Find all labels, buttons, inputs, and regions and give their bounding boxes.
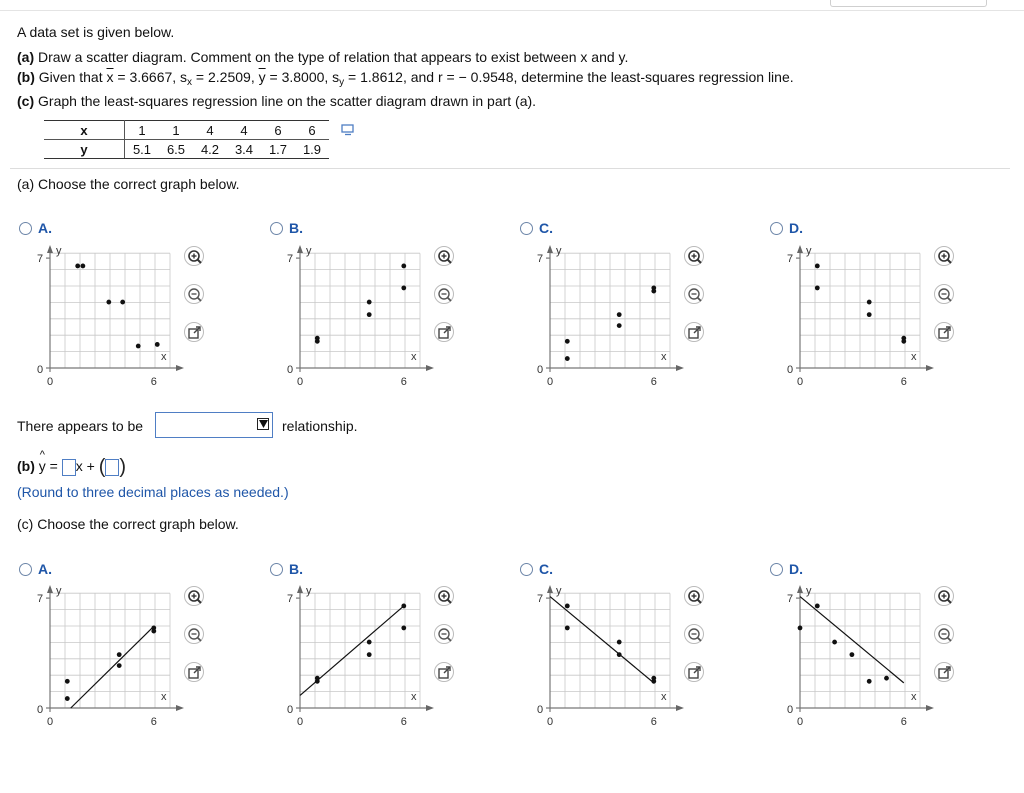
part-c-option-d[interactable]: D. (770, 561, 803, 577)
popout-icon[interactable] (934, 322, 954, 342)
data-point (65, 679, 70, 684)
y-tick-label: 0 (787, 704, 794, 716)
y-axis-arrow (47, 245, 53, 253)
table-cell: 4 (193, 121, 227, 140)
section-divider (10, 168, 1010, 169)
popout-icon[interactable] (184, 322, 204, 342)
y-axis-label: y (306, 245, 312, 257)
table-cell: 1.9 (295, 140, 329, 159)
radio-button[interactable] (770, 222, 783, 235)
x-tick-label: 0 (297, 716, 304, 728)
data-point (315, 679, 320, 684)
data-point (901, 339, 906, 344)
data-point (565, 356, 570, 361)
zoom-out-icon[interactable] (434, 284, 454, 304)
y-tick-label: 0 (537, 704, 544, 716)
zoom-out-icon[interactable] (934, 284, 954, 304)
table-cell: 1 (159, 121, 193, 140)
radio-button[interactable] (19, 222, 32, 235)
y-axis-label: y (806, 585, 812, 597)
part-c-option-c[interactable]: C. (520, 561, 553, 577)
table-y-header: y (44, 140, 125, 159)
data-point (155, 342, 160, 347)
x-axis-arrow (426, 705, 434, 711)
data-point (367, 300, 372, 305)
data-point (651, 679, 656, 684)
x-tick-label: 6 (650, 376, 657, 388)
y-tick-label: 7 (287, 253, 294, 266)
x-axis-label: x (661, 691, 667, 703)
data-point (136, 344, 141, 349)
table-cell: 4.2 (193, 140, 227, 159)
part-a-heading: (a) Choose the correct graph below. (17, 176, 240, 192)
top-control-edge (830, 0, 987, 7)
scatter-graph (780, 245, 930, 388)
data-point (315, 339, 320, 344)
relationship-dropdown[interactable] (155, 412, 273, 438)
data-table (44, 120, 329, 159)
y-tick-label: 7 (537, 253, 544, 266)
x-tick-label: 0 (47, 376, 54, 388)
zoom-in-icon[interactable] (934, 246, 954, 266)
data-point (850, 652, 855, 657)
radio-button[interactable] (270, 563, 283, 576)
radio-button[interactable] (520, 563, 533, 576)
data-point (117, 652, 122, 657)
popout-icon[interactable] (934, 662, 954, 682)
scatter-graph (280, 245, 430, 388)
x-axis-arrow (176, 365, 184, 371)
y-axis-label: y (56, 585, 62, 597)
x-tick-label: 6 (400, 716, 407, 728)
zoom-in-icon[interactable] (184, 246, 204, 266)
zoom-out-icon[interactable] (184, 284, 204, 304)
data-point (565, 339, 570, 344)
data-point (367, 652, 372, 657)
x-tick-label: 0 (797, 716, 804, 728)
x-tick-label: 0 (547, 716, 554, 728)
data-point (867, 312, 872, 317)
data-point (75, 264, 80, 269)
top-divider (0, 10, 1024, 11)
radio-button[interactable] (270, 222, 283, 235)
y-tick-label: 0 (287, 704, 294, 716)
regression-graph (530, 585, 680, 728)
data-point (401, 604, 406, 609)
data-point (401, 626, 406, 631)
data-point (651, 289, 656, 294)
y-tick-label: 7 (287, 593, 294, 606)
table-cell: 6 (295, 121, 329, 140)
y-tick-label: 0 (287, 364, 294, 376)
x-axis-label: x (661, 351, 667, 363)
regression-graph (30, 585, 180, 728)
table-cell: 5.1 (125, 140, 160, 159)
zoom-in-icon[interactable] (684, 586, 704, 606)
data-point (815, 604, 820, 609)
chevron-down-icon[interactable] (257, 418, 269, 430)
x-tick-label: 6 (150, 376, 157, 388)
x-tick-label: 6 (650, 716, 657, 728)
data-point (867, 679, 872, 684)
part-a-option-c[interactable]: C. (520, 220, 553, 236)
part-a-prompt: (a) Draw a scatter diagram. Comment on the type of relation that appears to exist between x and y. (17, 49, 629, 65)
x-axis-label: x (911, 691, 917, 703)
y-axis-arrow (47, 585, 53, 593)
x-tick-label: 0 (547, 376, 554, 388)
radio-button[interactable] (770, 563, 783, 576)
table-cell: 6.5 (159, 140, 193, 159)
y-axis-arrow (797, 245, 803, 253)
x-axis-arrow (176, 705, 184, 711)
part-c-prompt: (c) Graph the least-squares regression line on the scatter diagram drawn in part (a). (17, 93, 537, 109)
y-tick-label: 7 (787, 253, 794, 266)
data-point (884, 676, 889, 681)
data-point (401, 286, 406, 291)
radio-button[interactable] (19, 563, 32, 576)
relationship-prefix: There appears to be (17, 418, 144, 434)
y-axis-arrow (297, 245, 303, 253)
data-point (401, 264, 406, 269)
copy-icon[interactable] (341, 123, 355, 139)
data-point (815, 286, 820, 291)
y-tick-label: 7 (37, 593, 44, 606)
data-point (151, 629, 156, 634)
y-axis-arrow (297, 585, 303, 593)
data-point (617, 312, 622, 317)
x-tick-label: 0 (297, 376, 304, 388)
zoom-out-icon[interactable] (434, 624, 454, 644)
popout-icon[interactable] (684, 662, 704, 682)
regression-graph (280, 585, 430, 728)
round-note: (Round to three decimal places as needed.) (17, 484, 289, 500)
intro-text: A data set is given below. (17, 24, 175, 40)
x-axis-arrow (926, 365, 934, 371)
table-cell: 6 (261, 121, 295, 140)
x-axis-arrow (426, 365, 434, 371)
y-axis-arrow (797, 585, 803, 593)
table-cell: 4 (227, 121, 261, 140)
table-cell: 1 (125, 121, 160, 140)
part-a-option-b[interactable]: B. (270, 220, 303, 236)
x-axis-label: x (411, 351, 417, 363)
popout-icon[interactable] (684, 322, 704, 342)
part-b-answer: (b) y ^ = x + ( ) (17, 449, 127, 478)
data-point (617, 652, 622, 657)
x-tick-label: 6 (900, 716, 907, 728)
y-axis-label: y (306, 585, 312, 597)
data-point (832, 640, 837, 645)
zoom-out-icon[interactable] (184, 624, 204, 644)
regression-graph (780, 585, 930, 728)
slope-input[interactable] (62, 459, 76, 476)
regression-line (71, 626, 154, 708)
data-point (867, 300, 872, 305)
data-point (565, 626, 570, 631)
data-point (367, 312, 372, 317)
data-point (798, 626, 803, 631)
zoom-in-icon[interactable] (184, 586, 204, 606)
y-tick-label: 0 (787, 364, 794, 376)
y-axis-label: y (56, 245, 62, 257)
x-axis-label: x (411, 691, 417, 703)
part-c-heading: (c) Choose the correct graph below. (17, 516, 239, 532)
part-a-option-a[interactable]: A. (19, 220, 52, 236)
intercept-input[interactable] (105, 459, 119, 476)
table-x-header: x (44, 121, 125, 140)
x-tick-label: 0 (797, 376, 804, 388)
zoom-in-icon[interactable] (934, 586, 954, 606)
data-point (617, 323, 622, 328)
y-tick-label: 0 (37, 704, 44, 716)
popout-icon[interactable] (434, 662, 454, 682)
part-b-prompt: (b) Given that $\overline{x} = 3.6667$, $s_x = 2.2509$, $\overline{y} = 3.8000$, $s_y = 1.8612$, and r = − 0.9548, determine the least-squares regression line. (17, 69, 794, 88)
zoom-out-icon[interactable] (684, 624, 704, 644)
radio-button[interactable] (520, 222, 533, 235)
zoom-in-icon[interactable] (434, 246, 454, 266)
y-axis-label: y (556, 585, 562, 597)
part-a-option-d[interactable]: D. (770, 220, 803, 236)
scatter-graph (30, 245, 180, 388)
y-tick-label: 7 (37, 253, 44, 266)
y-axis-label: y (556, 245, 562, 257)
x-tick-label: 6 (400, 376, 407, 388)
zoom-in-icon[interactable] (434, 586, 454, 606)
zoom-out-icon[interactable] (934, 624, 954, 644)
data-point (65, 696, 70, 701)
y-tick-label: 7 (787, 593, 794, 606)
x-axis-label: x (161, 351, 167, 363)
x-axis-arrow (676, 365, 684, 371)
x-tick-label: 6 (900, 376, 907, 388)
y-tick-label: 7 (537, 593, 544, 606)
data-point (106, 300, 111, 305)
x-tick-label: 0 (47, 716, 54, 728)
scatter-graph (530, 245, 680, 388)
table-cell: 3.4 (227, 140, 261, 159)
y-axis-arrow (547, 585, 553, 593)
x-axis-label: x (911, 351, 917, 363)
popout-icon[interactable] (184, 662, 204, 682)
data-point (117, 663, 122, 668)
data-point (565, 604, 570, 609)
y-tick-label: 0 (537, 364, 544, 376)
popout-icon[interactable] (434, 322, 454, 342)
y-axis-label: y (806, 245, 812, 257)
zoom-in-icon[interactable] (684, 246, 704, 266)
data-point (120, 300, 125, 305)
data-point (617, 640, 622, 645)
data-point (815, 264, 820, 269)
x-axis-label: x (161, 691, 167, 703)
x-tick-label: 6 (150, 716, 157, 728)
data-point (80, 264, 85, 269)
table-cell: 1.7 (261, 140, 295, 159)
part-c-option-b[interactable]: B. (270, 561, 303, 577)
part-c-option-a[interactable]: A. (19, 561, 52, 577)
data-point (367, 640, 372, 645)
x-axis-arrow (676, 705, 684, 711)
x-axis-arrow (926, 705, 934, 711)
relationship-suffix: relationship. (282, 418, 358, 434)
y-axis-arrow (547, 245, 553, 253)
y-tick-label: 0 (37, 364, 44, 376)
zoom-out-icon[interactable] (684, 284, 704, 304)
